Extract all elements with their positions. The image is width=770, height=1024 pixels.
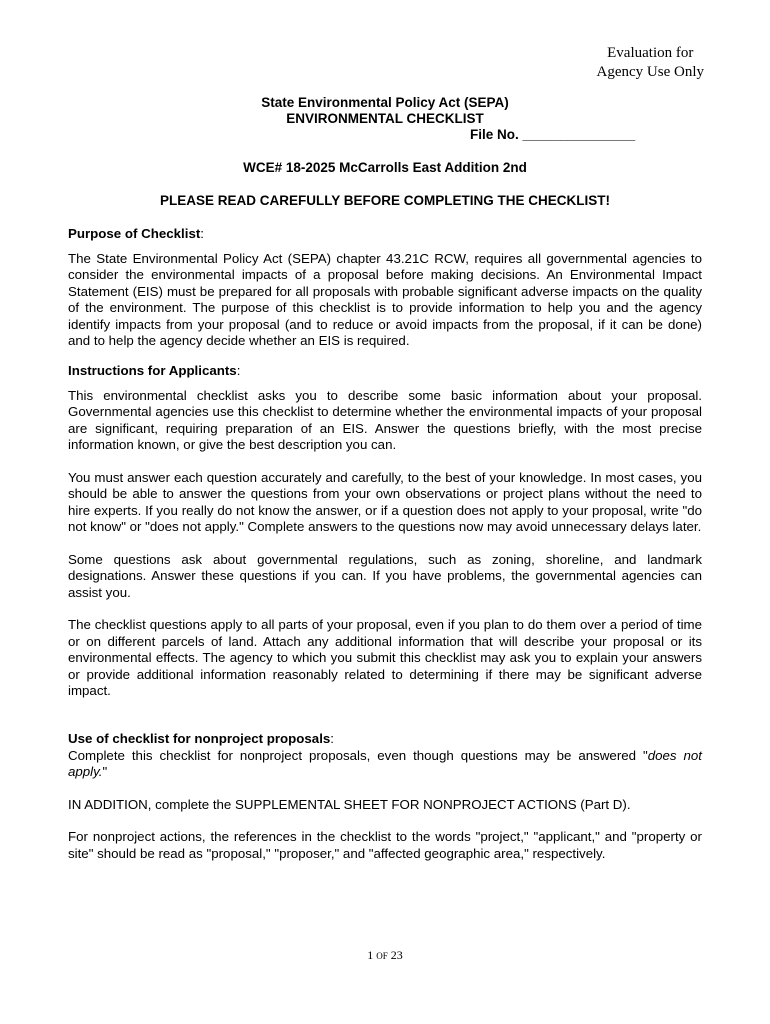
agency-use-line-2: Agency Use Only	[596, 64, 704, 80]
agency-use-line-1: Evaluation for	[607, 45, 694, 61]
nonproject-section	[68, 731, 702, 862]
purpose-heading-text: Purpose of Checklist	[68, 226, 201, 241]
instructions-section	[68, 363, 702, 700]
nonproject-heading-colon: :	[330, 731, 334, 746]
page-of-label: OF	[376, 951, 388, 961]
instructions-paragraph: This environmental checklist asks you to describe some basic information about your proposal. Governmental agencies use this checklist to determine whether the environmental impacts of your proposal are significant, requiring preparation of an EIS. Answer the questions briefly, with the most precise information known, or give the best description you can.	[68, 387, 702, 452]
page-footer	[0, 948, 770, 963]
checklist-title: ENVIRONMENTAL CHECKLIST	[286, 111, 484, 126]
nonproject-italic-phrase: does not apply.	[68, 747, 702, 779]
purpose-heading	[68, 226, 702, 243]
agency-use-note	[597, 44, 704, 82]
supplemental-sheet-note: IN ADDITION, complete the SUPPLEMENTAL SHEET FOR NONPROJECT ACTIONS (Part D).	[68, 796, 631, 812]
nonproject-references-paragraph: For nonproject actions, the references in the checklist to the words "project," "applicant," and "property or site" should be read as "proposal," "proposer," and "affected geographic area," respectively.	[68, 829, 702, 861]
purpose-section	[68, 226, 702, 350]
total-pages: 23	[390, 948, 403, 962]
file-number	[470, 127, 635, 143]
act-title: State Environmental Policy Act (SEPA)	[261, 95, 509, 110]
read-carefully-warning: PLEASE READ CAREFULLY BEFORE COMPLETING THE CHECKLIST!	[159, 193, 611, 208]
file-number-label: File No.	[470, 127, 519, 142]
file-number-field: _______________	[522, 127, 636, 142]
instructions-heading	[68, 363, 702, 380]
page-number: 1	[367, 948, 374, 962]
purpose-paragraph: The State Environmental Policy Act (SEPA) chapter 43.21C RCW, requires all governmental agencies to consider the environmental impacts of a proposal before making decisions. An Environmental Impact Statement (EIS) must be prepared for all proposals with probable significant adverse impacts on the quality of the environment. The purpose of this checklist is to provide information to help you and the agency identify impacts from your proposal (and to reduce or avoid impacts from the proposal, if it can be done) and to help the agency decide whether an EIS is required.	[68, 250, 702, 348]
nonproject-text-end: "	[102, 764, 108, 779]
instructions-paragraph: Some questions ask about governmental regulations, such as zoning, shoreline, and landmark designations. Answer these questions if you can. If you have problems, the governmental agencies can assist you.	[68, 551, 702, 600]
nonproject-text-start: Complete this checklist for nonproject proposals, even though questions may be answered "	[68, 747, 648, 763]
instructions-heading-colon: :	[236, 363, 241, 378]
nonproject-heading-text: Use of checklist for nonproject proposals	[68, 731, 331, 746]
nonproject-paragraph	[68, 748, 702, 781]
instructions-paragraph: You must answer each question accurately and carefully, to the best of your knowledge. In most cases, you should be able to answer the questions from your own observations or project plans without the need to hire experts. If you really do not know the answer, or if a question does not apply to your proposal, write "do not know" or "does not apply." Complete answers to the questions now may avoid unnecessary delays later.	[68, 469, 702, 534]
nonproject-heading	[68, 731, 702, 748]
purpose-heading-colon: :	[200, 226, 204, 241]
project-reference: WCE# 18-2025 McCarrolls East Addition 2nd	[243, 160, 527, 175]
instructions-heading-text: Instructions for Applicants	[68, 363, 237, 378]
instructions-paragraph: The checklist questions apply to all parts of your proposal, even if you plan to do them over a period of time or on different parcels of land. Attach any additional information that will describe your proposal or its environmental effects. The agency to which you submit this checklist may ask you to explain your answers or provide additional information reasonably related to determining if there may be significant adverse impact.	[68, 617, 702, 698]
